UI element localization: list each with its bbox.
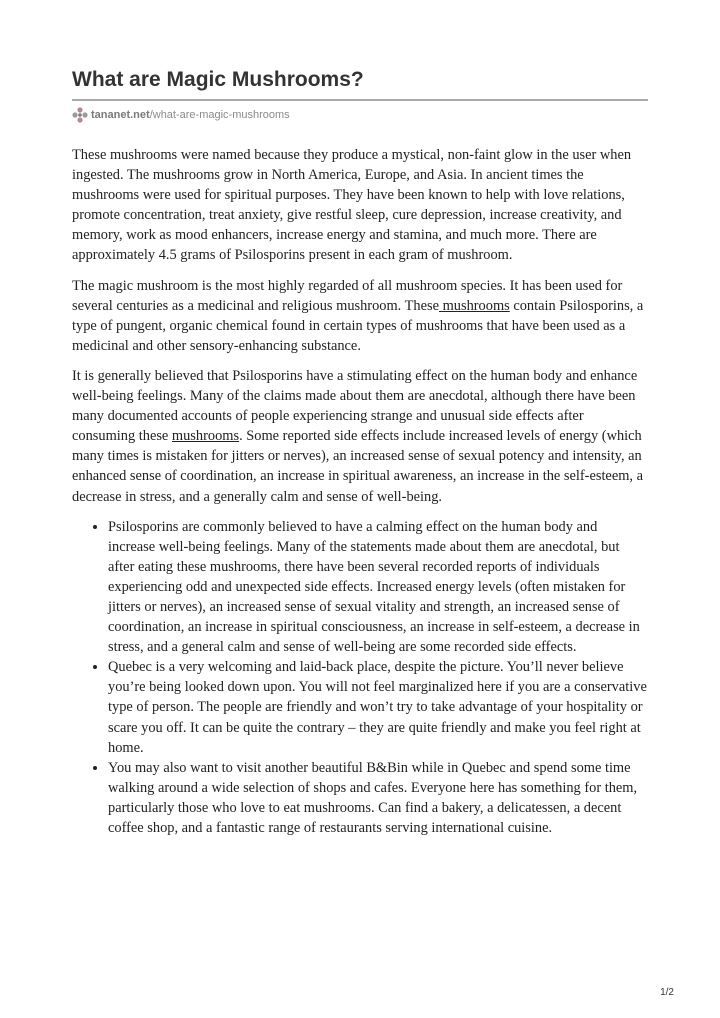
paragraph-2-text-start: The magic mushroom is the most highly regarded of all mushroom species. It has been used for several centuries as a medicinal and religious mushroom. These (72, 277, 623, 314)
mushrooms-link-2[interactable]: mushrooms (171, 428, 240, 445)
paragraph-3-text-end: . Some reported side effects include increased levels of energy (which many times is mistaken for jitters or nerves), an increased sense of sexual potency and intensity, an enhanced sense of coordination, an increase in spiritual awareness, an increase in the self-esteem, a decrease in stress, and a generally calm and sense of well-being. (72, 428, 643, 505)
paragraph-3 (72, 366, 648, 507)
list-item: • Quebec is a very welcoming and laid-back place, despite the picture. You’ll never believe you’re being looked down upon. You will not feel marginalized here if you are a conservative type of person. The people are friendly and won’t try to take advantage of your hospitality or scare you off. It can be quite the contrary – they are quite friendly and make you feel right at home. (108, 657, 648, 757)
paragraph-2 (72, 276, 648, 356)
paragraph-2-text-end: contain Psilosporins, a type of pungent, organic chemical found in certain types of mushrooms that have been used as a medicinal and other sensory-enhancing substance. (72, 297, 644, 354)
paragraph-3-text-start: It is generally believed that Psilosporins have a stimulating effect on the human body and enhance well-being feelings. Many of the claims made about them are anecdotal, although there have been many documented accounts of people experiencing strange and unusual side effects after consuming these (72, 367, 638, 445)
bullet-list (72, 517, 648, 839)
source-path[interactable]: /what-are-magic-mushrooms (149, 109, 290, 121)
site-logo-icon (72, 107, 88, 123)
document-page (72, 66, 648, 838)
article-body (72, 145, 648, 838)
mushrooms-link-1[interactable]: mushrooms (438, 297, 510, 314)
page-number: 1/2 (660, 987, 674, 998)
source-domain[interactable]: tananet.net (91, 109, 150, 121)
paragraph-1: These mushrooms were named because they produce a mystical, non-faint glow in the user when ingested. The mushrooms grow in North America, Europe, and Asia. In ancient times the mushrooms were used for spiritual purposes. They have been known to help with love relations, promote concentration, treat anxiety, give restful sleep, cure depression, increase creativity, and memory, work as mood enhancers, increase energy and stamina, and much more. There are approximately 4.5 grams of Psilosporins present in each gram of mushroom. (72, 147, 632, 264)
list-item: • You may also want to visit another beautiful B&Bin while in Quebec and spend some time walking around a wide selection of shops and cafes. Everyone here has something for them, particularly those who love to eat mushrooms. Can find a bakery, a delicatessen, a decent coffee shop, and a fantastic range of restaurants serving international cuisine. (108, 758, 648, 838)
source-url[interactable] (72, 107, 648, 123)
title-divider (72, 99, 648, 101)
page-title: What are Magic Mushrooms? (72, 68, 364, 91)
list-item: • Psilosporins are commonly believed to have a calming effect on the human body and increase well-being feelings. Many of the statements made about them are anecdotal, but after eating these mushrooms, there have been several recorded reports of individuals experiencing odd and unexpected side effects. Increased energy levels (often mistaken for jitters or nerves), an increased sense of sexual vitality and strength, an increased sense of coordination, an increase in spiritual consciousness, an increase in self-esteem, a decrease in stress, and a general calm and sense of well-being are some recorded side effects. (108, 517, 648, 658)
